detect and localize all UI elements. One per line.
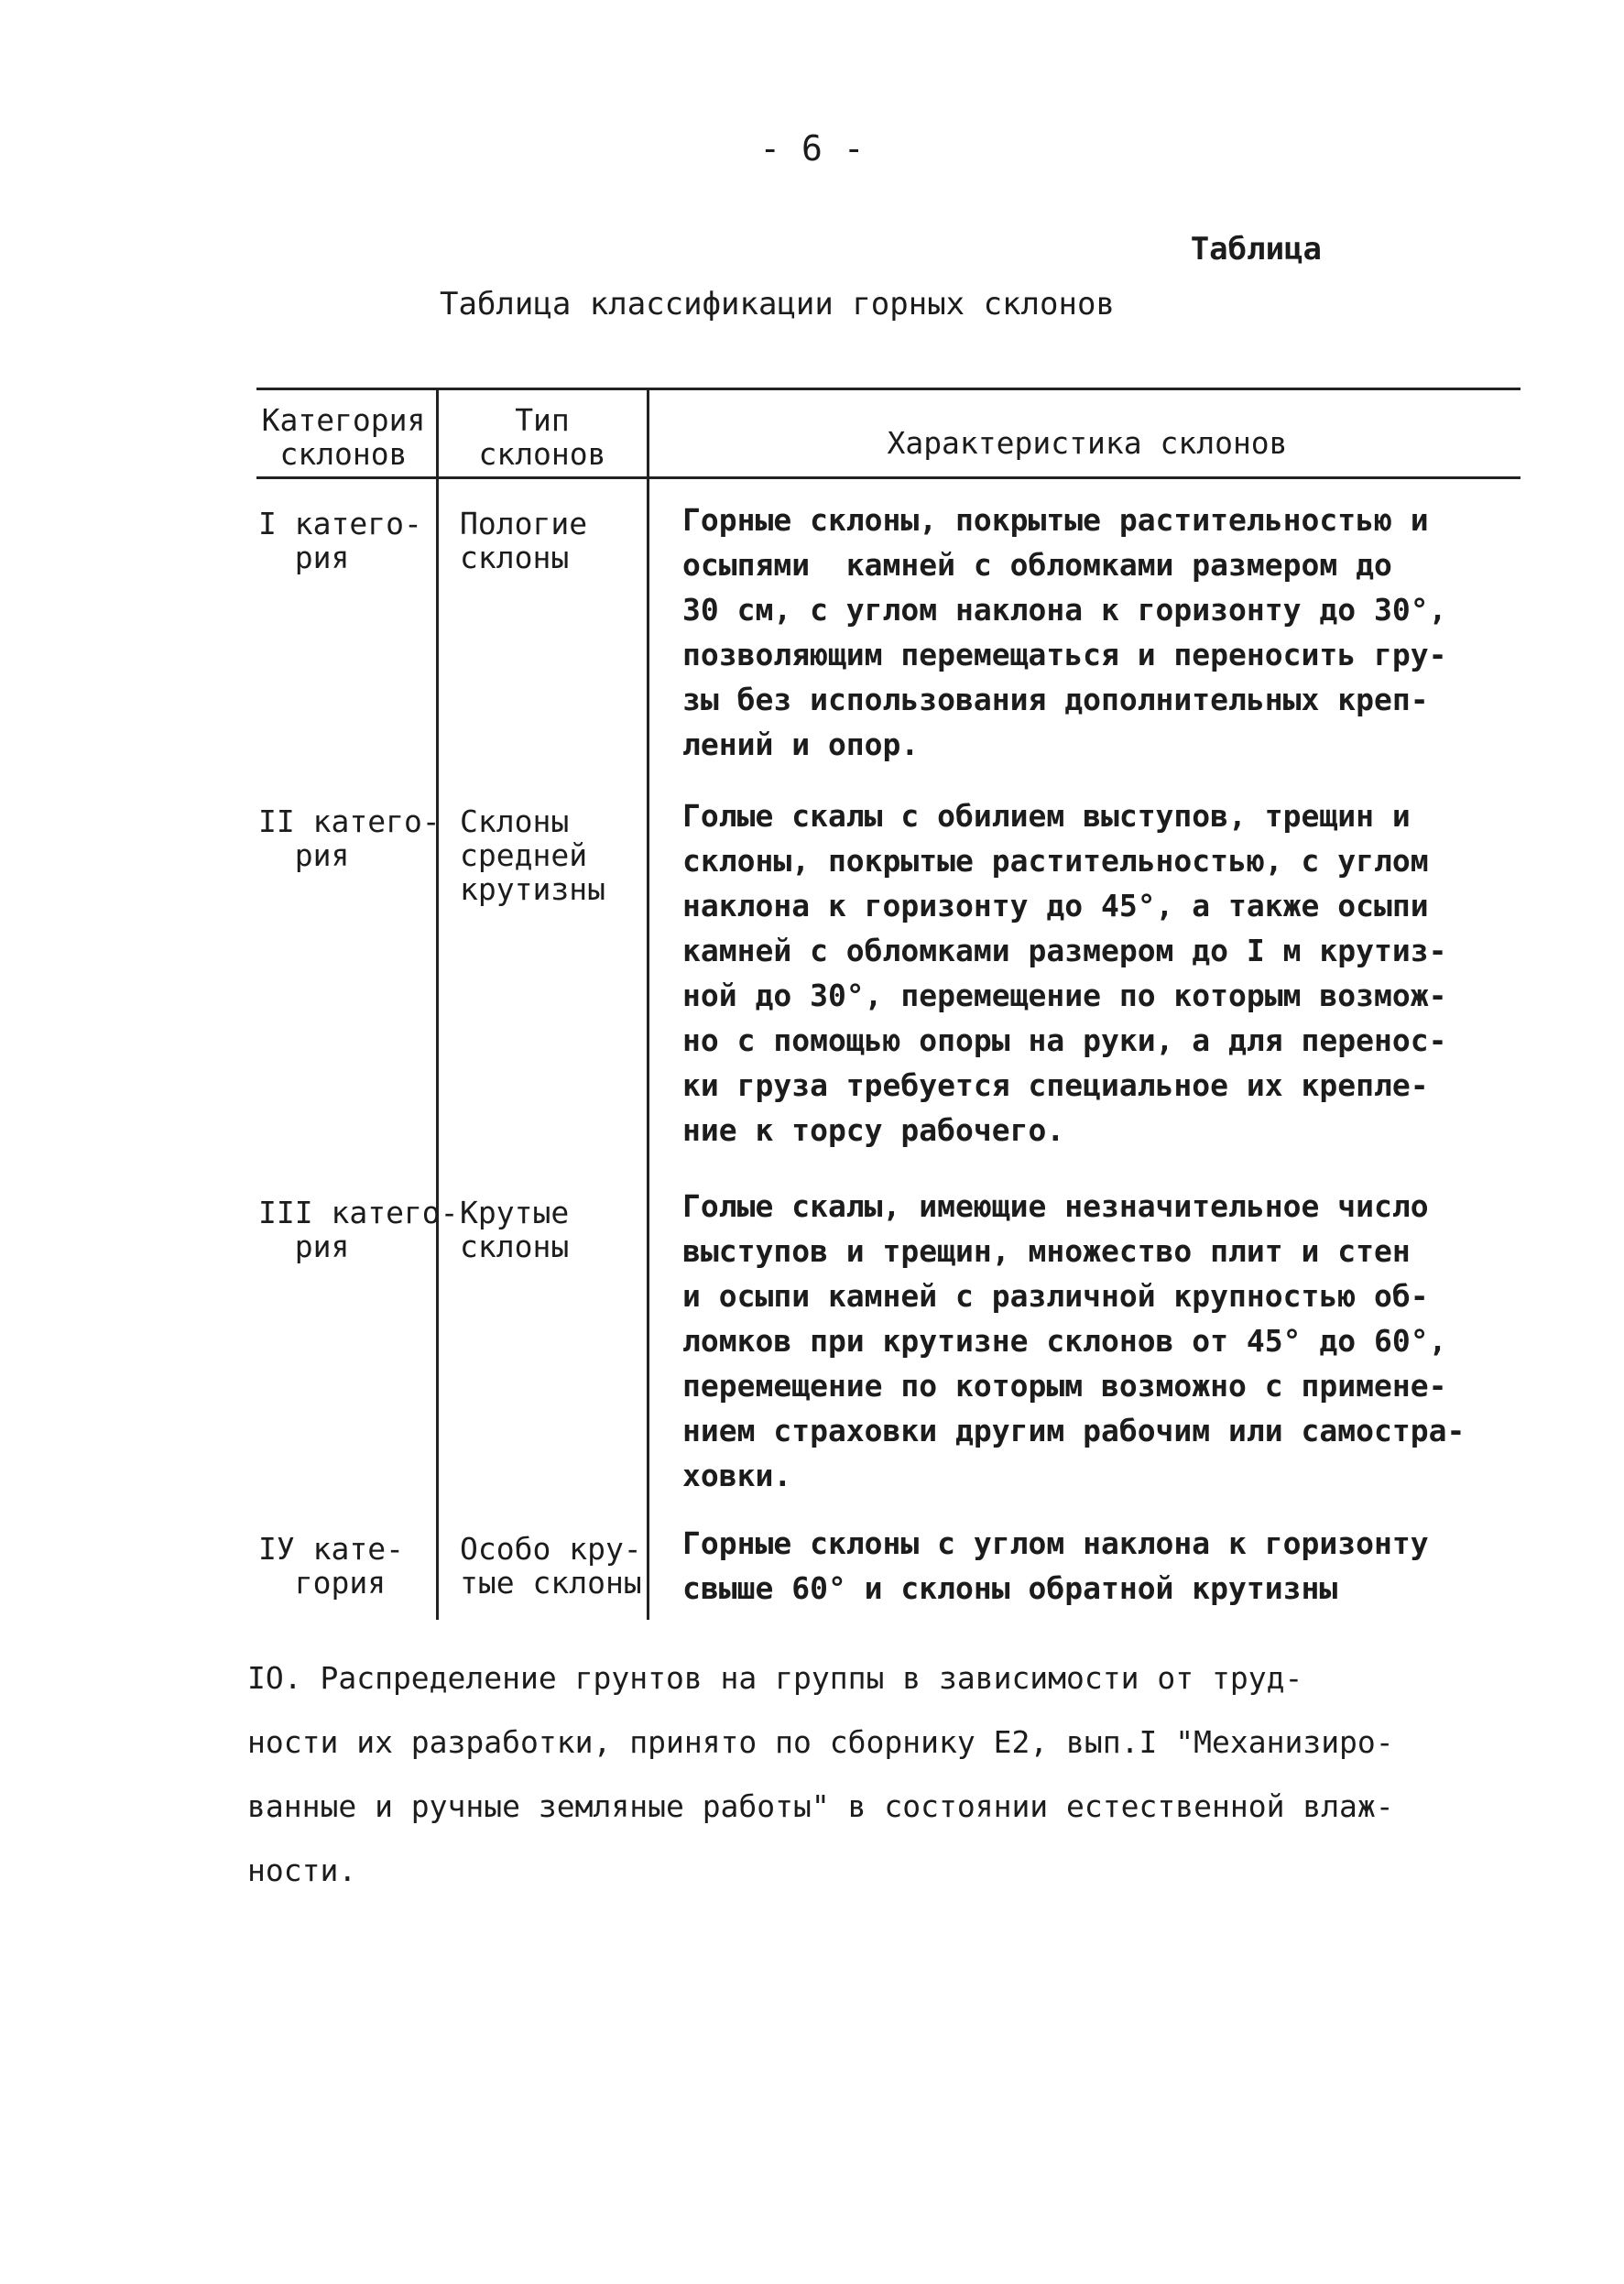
header-type: Тип склонов bbox=[478, 402, 606, 472]
header-category: Категория склонов bbox=[261, 402, 426, 472]
row-characteristic: Горные склоны с углом наклона к горизонту свыше 60° и склоны обратной крутизны bbox=[682, 1525, 1429, 1606]
row-type: Склоны средней крутизны bbox=[460, 803, 605, 907]
row-type: Крутые склоны bbox=[460, 1195, 570, 1264]
row-characteristic: Голые скалы, имеющие незначительное число выступов и трещин, множество плит и стен и осыпи камней с различной крупностью об- ломков при крутизне склонов от 45° до 60°, перемещение по которым возможно с примене- нием страховки другим рабочим или самостра- ховки. bbox=[682, 1188, 1466, 1493]
row-category: II катего- рия bbox=[258, 803, 441, 873]
row-category: IУ кате- гория bbox=[258, 1531, 404, 1601]
table-header-rule bbox=[256, 476, 1520, 479]
table-title: Таблица классификации горных склонов bbox=[440, 286, 1115, 322]
row-type: Пологие склоны bbox=[460, 506, 588, 575]
table-label: Таблица bbox=[1190, 231, 1322, 268]
row-category: III катего- рия bbox=[258, 1195, 459, 1264]
row-characteristic: Горные склоны, покрытые растительностью и осыпями камней с обломками размером до 30 см, с углом наклона к горизонту до 30°, позволяющим перемещаться и переносить гру- зы без использования дополнительных креп- лений и опор. bbox=[682, 502, 1447, 762]
header-characteristic: Характеристика склонов bbox=[887, 425, 1288, 461]
table-column-divider-1 bbox=[436, 388, 439, 1620]
row-characteristic: Голые скалы с обилием выступов, трещин и склоны, покрытые растительностью, с углом наклона к горизонту до 45°, а также осыпи камней с обломками размером до I м крутиз- ной до 30°, перемещение по которым возмож- но с помощью опоры на руки, а для перенос- ки груза требуется специальное их крепле- ние к торсу рабочего. bbox=[682, 798, 1447, 1148]
table-column-divider-2 bbox=[647, 388, 649, 1620]
body-paragraph: IO. Распределение грунтов на группы в зависимости от труд- ности их разработки, принято по сборнику Е2, вып.I "Механизиро- ванные и ручные земляные работы" в состоянии естественной влаж- ности. bbox=[247, 1660, 1394, 1888]
row-type: Особо кру- тые склоны bbox=[460, 1531, 642, 1601]
row-category: I катего- рия bbox=[258, 506, 422, 575]
table-top-rule bbox=[256, 388, 1520, 390]
page-number: - 6 - bbox=[759, 128, 865, 169]
